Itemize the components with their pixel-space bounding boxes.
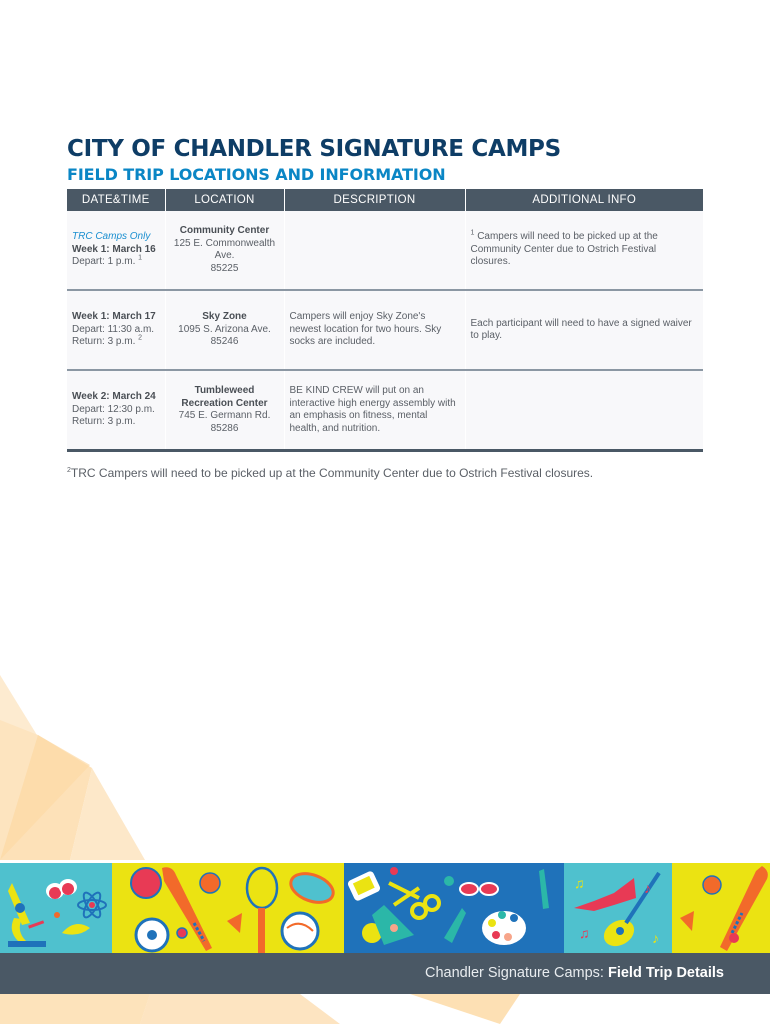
cell-location	[165, 370, 284, 451]
music-instrument-icons	[564, 863, 672, 953]
banner-panel-arts	[344, 863, 564, 953]
footnote-ref: 1	[470, 229, 475, 237]
cell-additional-info: Each participant will need to have a signed waiver to play.	[465, 290, 703, 370]
cell-date-time	[67, 211, 165, 290]
cell-location	[165, 211, 284, 290]
trip-depart: Depart: 12:30 p.m.	[72, 403, 155, 415]
banner-panel-sports	[112, 863, 344, 953]
location-address: 125 E. Commonwealth	[173, 237, 276, 249]
location-address: 745 E. Germann Rd.	[178, 410, 271, 421]
music-note-icon: ♫	[574, 875, 585, 891]
field-trip-table	[67, 189, 703, 452]
footer-prefix: Chandler Signature Camps:	[425, 965, 604, 981]
microscope-icon	[0, 863, 112, 953]
cell-description	[284, 211, 465, 290]
column-header-additional-info: ADDITIONAL INFO	[465, 189, 703, 211]
svg-text:♪: ♪	[644, 880, 651, 896]
location-zip: 85246	[210, 336, 239, 348]
footer-bar	[0, 953, 770, 994]
column-header-location: LOCATION	[165, 189, 284, 211]
sports-equipment-icons	[112, 863, 344, 953]
cell-additional-info	[465, 370, 703, 451]
footnote	[67, 466, 593, 480]
trip-week: Week 2: March 24	[72, 391, 156, 403]
banner-panel-music	[564, 863, 672, 953]
info-text: Campers will need to be picked up at the Community Center due to Ostrich Festival closures.	[470, 231, 658, 268]
trip-depart	[72, 256, 160, 269]
footnote-marker: 2	[67, 467, 71, 474]
column-header-date-time: DATE&TIME	[67, 189, 165, 211]
page-subtitle: FIELD TRIP LOCATIONS AND INFORMATION	[67, 165, 446, 184]
trip-return	[72, 336, 160, 349]
cell-date-time	[67, 370, 165, 451]
footnote-text: TRC Campers will need to be picked up at the Community Center due to Ostrich Festival closures.	[70, 466, 594, 480]
arts-crafts-icons	[344, 863, 564, 953]
banner-panel-science	[0, 863, 112, 953]
location-address: 1095 S. Arizona Ave.	[178, 323, 271, 335]
cell-date-time	[67, 290, 165, 370]
location-address-2: Ave.	[214, 250, 235, 261]
banner-panel-sports-2	[672, 863, 770, 953]
trip-return: Return: 3 p.m.	[72, 416, 136, 428]
table-header-row	[67, 189, 703, 211]
footnote-ref: 1	[138, 254, 143, 262]
location-zip: 85225	[210, 262, 239, 274]
trip-week: Week 1: March 16	[72, 243, 156, 255]
return-text: Return: 3 p.m.	[72, 336, 136, 348]
location-name: Community Center	[179, 225, 270, 236]
location-name: Sky Zone	[202, 311, 247, 323]
cell-location	[165, 290, 284, 370]
cell-description: BE KIND CREW will put on an interactive high energy assembly with an emphasis on fitness, mental health, and nutrition.	[284, 370, 465, 451]
depart-text: Depart: 1 p.m.	[72, 256, 136, 268]
trc-only-tag: TRC Camps Only	[72, 231, 151, 243]
table-row	[67, 211, 703, 290]
page-title: CITY OF CHANDLER SIGNATURE CAMPS	[67, 136, 561, 162]
footer-title	[425, 965, 724, 981]
footer-page-title: Field Trip Details	[607, 965, 724, 981]
table-row	[67, 290, 703, 370]
activity-banner	[0, 863, 770, 953]
location-name: Tumbleweed Recreation Center	[181, 385, 268, 409]
footnote-ref: 2	[138, 334, 143, 342]
sports-equipment-icons	[672, 863, 770, 953]
cell-description: Campers will enjoy Sky Zone's newest location for two hours. Sky socks are included.	[284, 290, 465, 370]
column-header-description: DESCRIPTION	[284, 189, 465, 211]
trip-week: Week 1: March 17	[72, 311, 156, 323]
trip-depart: Depart: 11:30 a.m.	[72, 323, 155, 335]
location-zip: 85286	[210, 422, 239, 434]
svg-text:♫: ♫	[579, 925, 590, 941]
cell-additional-info	[465, 211, 703, 290]
svg-text:♪: ♪	[652, 930, 659, 946]
table-row	[67, 370, 703, 451]
